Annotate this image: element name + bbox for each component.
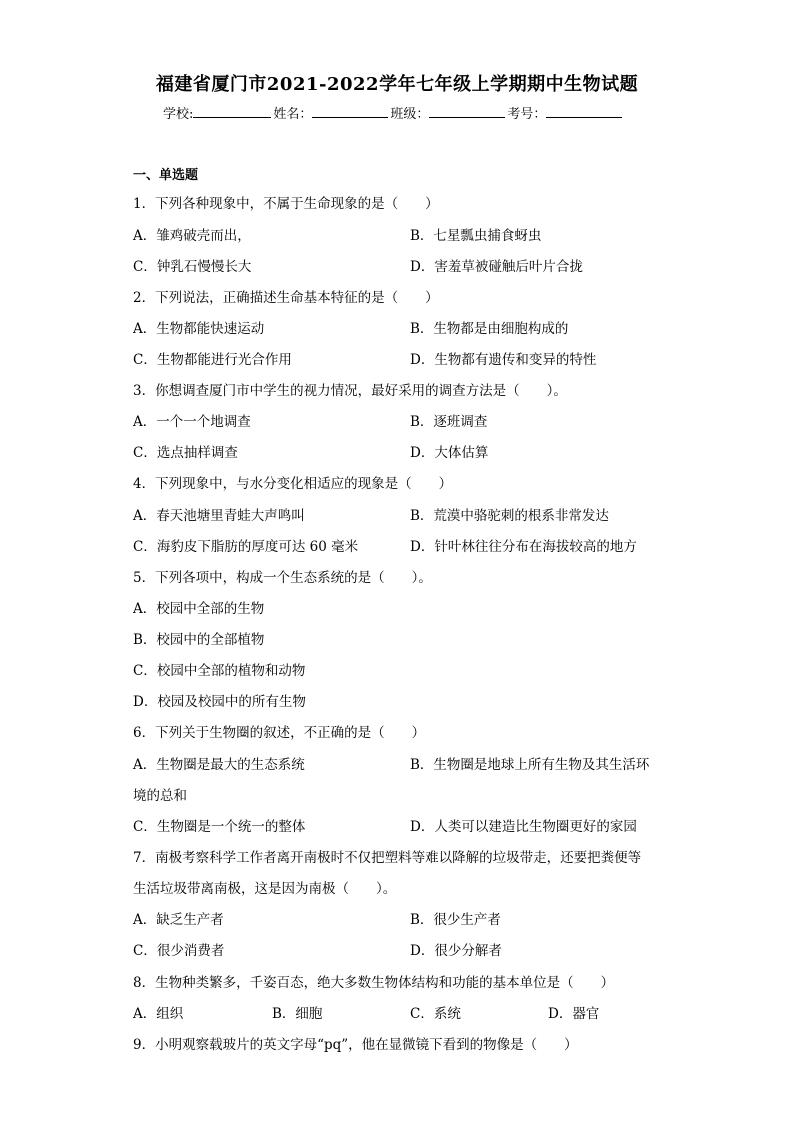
- option-d[interactable]: D．人类可以建造比生物圈更好的家园: [410, 819, 637, 835]
- option-c[interactable]: C．生物圈是一个统一的整体: [133, 819, 306, 835]
- option-b[interactable]: B．逐班调查: [410, 414, 488, 430]
- option-d[interactable]: D．校园及校园中的所有生物: [133, 694, 306, 710]
- school-blank[interactable]: [193, 105, 271, 118]
- student-info-line: [163, 103, 624, 122]
- option-a[interactable]: A．生物都能快速运动: [133, 321, 265, 337]
- class-label: 班级：: [390, 107, 430, 122]
- question-stem: 3．你想调查厦门市中学生的视力情况，最好采用的调查方法是（ ）。: [133, 383, 567, 399]
- option-d[interactable]: D．很少分解者: [410, 943, 502, 959]
- class-blank[interactable]: [429, 105, 505, 118]
- option-a[interactable]: A．校园中全部的生物: [133, 601, 265, 617]
- number-blank[interactable]: [546, 105, 622, 118]
- section-heading: 一、单选题: [133, 168, 199, 183]
- question-stem: 6．下列关于生物圈的叙述，不正确的是（ ）: [133, 725, 426, 741]
- question-stem-continued: 生活垃圾带离南极，这是因为南极（ ）。: [133, 881, 397, 897]
- option-a[interactable]: A．春天池塘里青蛙大声鸣叫: [133, 508, 305, 524]
- option-b[interactable]: B．生物圈是地球上所有生物及其生活环: [410, 757, 650, 773]
- option-c[interactable]: C．生物都能进行光合作用: [133, 352, 292, 368]
- question-stem: 2．下列说法，正确描述生命基本特征的是（ ）: [133, 290, 439, 306]
- question-stem: 5．下列各项中，构成一个生态系统的是（ ）。: [133, 570, 432, 586]
- option-c[interactable]: C．选点抽样调查: [133, 445, 238, 461]
- option-d[interactable]: D．器官: [548, 1006, 600, 1022]
- option-a[interactable]: A．缺乏生产者: [133, 912, 224, 928]
- option-a[interactable]: A．雏鸡破壳而出，: [133, 228, 251, 244]
- option-b[interactable]: B．荒漠中骆驼刺的根系非常发达: [410, 508, 609, 524]
- option-c[interactable]: C．海豹皮下脂肪的厚度可达 60 毫米: [133, 539, 359, 555]
- option-c[interactable]: C．系统: [410, 1006, 461, 1022]
- option-b[interactable]: B．校园中的全部植物: [133, 632, 265, 648]
- number-label: 考号：: [507, 107, 547, 122]
- option-b[interactable]: B．七星瓢虫捕食蚜虫: [410, 228, 542, 244]
- question-stem: 4．下列现象中，与水分变化相适应的现象是（ ）: [133, 476, 453, 492]
- school-label: 学校:: [163, 107, 194, 122]
- option-c[interactable]: C．很少消费者: [133, 943, 225, 959]
- option-c[interactable]: C．校园中全部的植物和动物: [133, 663, 306, 679]
- question-stem: 7．南极考察科学工作者离开南极时不仅把塑料等难以降解的垃圾带走，还要把粪便等: [133, 850, 642, 866]
- option-d[interactable]: D．针叶林往往分布在海拔较高的地方: [410, 539, 637, 555]
- option-d[interactable]: D．大体估算: [410, 445, 489, 461]
- option-a[interactable]: A．一个一个地调查: [133, 414, 251, 430]
- question-stem: 9．小明观察载玻片的英文字母“pq”，他在显微镜下看到的物像是（ ）: [133, 1037, 578, 1053]
- page-title: 福建省厦门市2021-2022学年七年级上学期期中生物试题: [155, 74, 639, 95]
- option-b-continued: 境的总和: [133, 788, 187, 804]
- option-b[interactable]: B．细胞: [272, 1006, 323, 1022]
- name-blank[interactable]: [312, 105, 388, 118]
- option-d[interactable]: D．害羞草被碰触后叶片合拢: [410, 259, 583, 275]
- option-b[interactable]: B．生物都是由细胞构成的: [410, 321, 569, 337]
- name-label: 姓名：: [273, 107, 313, 122]
- option-d[interactable]: D．生物都有遗传和变异的特性: [410, 352, 597, 368]
- option-c[interactable]: C．钟乳石慢慢长大: [133, 259, 252, 275]
- option-b[interactable]: B．很少生产者: [410, 912, 501, 928]
- option-a[interactable]: A．生物圈是最大的生态系统: [133, 757, 305, 773]
- question-stem: 8．生物种类繁多，千姿百态，绝大多数生物体结构和功能的基本单位是（ ）: [133, 975, 615, 991]
- question-stem: 1．下列各种现象中，不属于生命现象的是（ ）: [133, 196, 439, 212]
- option-a[interactable]: A．组织: [133, 1006, 184, 1022]
